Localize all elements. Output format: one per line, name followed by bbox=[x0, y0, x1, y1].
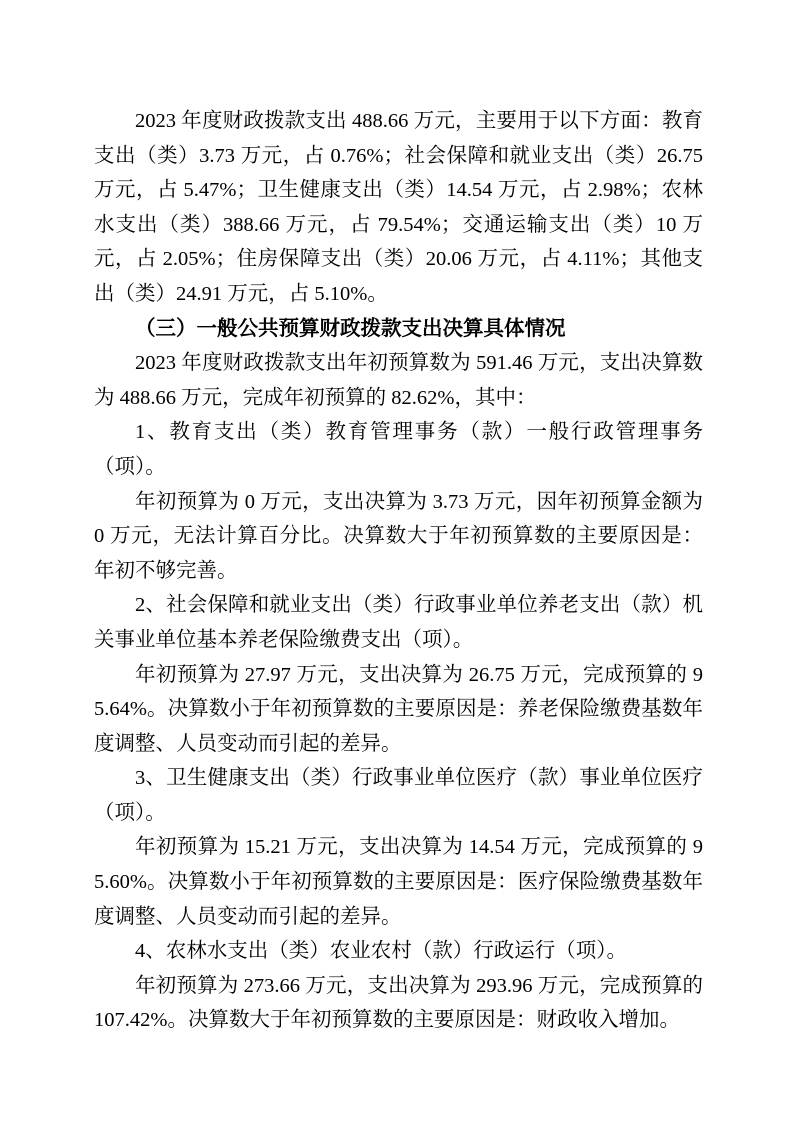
paragraph-item-3-detail: 年初预算为 15.21 万元，支出决算为 14.54 万元，完成预算的 95.60%。决算数小于年初预算数的主要原因是：医疗保险缴费基数年度调整、人员变动而引起的差异。 bbox=[94, 836, 703, 928]
paragraph-item-1-detail: 年初预算为 0 万元，支出决算为 3.73 万元，因年初预算金额为 0 万元，无法计算百分比。决算数大于年初预算数的主要原因是：年初不够完善。 bbox=[94, 490, 703, 582]
paragraph-item-4-title: 4、农林水支出（类）农业农村（款）行政运行（项）。 bbox=[135, 940, 627, 963]
paragraph-budget-summary: 2023 年度财政拨款支出年初预算数为 591.46 万元，支出决算数为 488.66 万元，完成年初预算的 82.62%，其中： bbox=[94, 352, 703, 409]
paragraph-item-2-title: 2、社会保障和就业支出（类）行政事业单位养老支出（款）机关事业单位基本养老保险缴费支出（项）。 bbox=[94, 594, 703, 651]
paragraph-expenditure-overview: 2023 年度财政拨款支出 488.66 万元，主要用于以下方面：教育支出（类）3.73 万元，占 0.76%；社会保障和就业支出（类）26.75 万元，占 5.47%；卫生健康支出（类）14.54 万元，占 2.98%；农林水支出（类）388.66 万元，占 79.54%；交通运输支出（类）10 万元，占 2.05%；住房保障支出（类）20.06 万元，占 4.11%；其他支出（类）24.91 万元，占 5.10%。 bbox=[94, 110, 703, 305]
section-heading-3: （三）一般公共预算财政拨款支出决算具体情况 bbox=[135, 316, 566, 340]
document-text-body bbox=[94, 104, 703, 1038]
paragraph-item-2-detail: 年初预算为 27.97 万元，支出决算为 26.75 万元，完成预算的 95.64%。决算数小于年初预算数的主要原因是：养老保险缴费基数年度调整、人员变动而引起的差异。 bbox=[94, 663, 703, 755]
paragraph-item-1-title: 1、教育支出（类）教育管理事务（款）一般行政管理事务（项）。 bbox=[94, 421, 703, 478]
paragraph-item-4-detail: 年初预算为 273.66 万元，支出决算为 293.96 万元，完成预算的 107.42%。决算数大于年初预算数的主要原因是：财政收入增加。 bbox=[94, 974, 703, 1032]
paragraph-item-3-title: 3、卫生健康支出（类）行政事业单位医疗（款）事业单位医疗（项）。 bbox=[94, 767, 703, 824]
